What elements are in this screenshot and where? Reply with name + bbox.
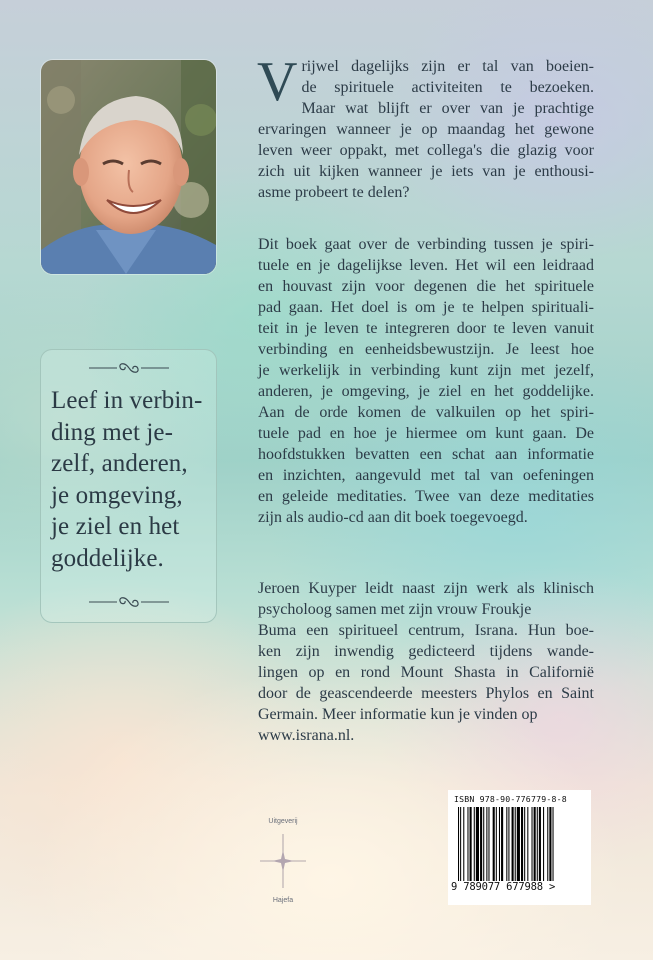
barcode-bar [521, 807, 523, 881]
text-line: Maar wat blijft er over van je prachtige [301, 100, 594, 117]
quote-line: goddelijke. [51, 544, 164, 572]
text-line: en geleide meditaties. Twee van deze meditaties [258, 488, 594, 505]
text-line: ervaringen wanneer je op maandag het gewone [258, 121, 594, 138]
quote-line: Leef in verbin- [51, 387, 203, 414]
barcode-bar [543, 807, 544, 881]
barcode-bar [483, 807, 484, 881]
barcode-bar [549, 807, 551, 881]
text-line: verbinding en eenheidsbewustzijn. Je leest hoe [258, 341, 594, 358]
barcode-bar [486, 807, 487, 881]
text-line: zijn als audio-cd aan dit boek toegevoegd. [258, 509, 528, 526]
author-photo [41, 60, 216, 274]
flourish-ornament-icon [89, 360, 169, 376]
text-line: je werkelijk in verbinding kunt zijn met jezelf, [258, 362, 594, 379]
barcode-bar [532, 807, 533, 881]
barcode-bar [467, 807, 468, 881]
text-line: ken zijn inwendig gedicteerd tijdens wande- [258, 643, 594, 660]
barcode-bar [539, 807, 541, 881]
publisher-label: Uitgeverij [268, 818, 298, 825]
dropcap: V [257, 51, 298, 113]
barcode-bar [458, 807, 459, 881]
quote-line: je ziel en het [51, 513, 180, 540]
description-paragraph [258, 234, 594, 528]
barcode-bar [537, 807, 538, 881]
barcode-bar [527, 807, 528, 881]
text-line: zich uit kijken wanneer je iets van je enthousi- [258, 163, 594, 180]
text-line: teit in je leven te integreren door te leven vanuit [258, 320, 594, 337]
barcode-bar [534, 807, 536, 881]
barcode-bar [517, 807, 520, 881]
text-line: Aan de orde komen de valkuilen op het spiri- [258, 404, 594, 421]
quote-line: je omgeving, [51, 481, 183, 509]
quote-text [51, 385, 216, 574]
publisher-name: Hajefa [272, 897, 294, 904]
text-line: en inzichten, aangevuld met tal van oefeningen [258, 467, 594, 484]
barcode-bar [524, 807, 525, 881]
text-line: Dit boek gaat over de verbinding tussen je spiri- [258, 236, 594, 253]
barcode-bar [480, 807, 482, 881]
text-line: Buma een spiritueel centrum, Israna. Hun boe- [258, 622, 594, 639]
barcode-bar [553, 807, 554, 881]
barcode-bar [501, 807, 503, 881]
text-line: tuele en je dagelijkse leven. Het wil een leidraad [258, 257, 594, 274]
text-line: pad gaan. Het doel is om je te helpen spirituali- [258, 299, 594, 316]
barcode-bar [499, 807, 500, 881]
star-icon [258, 832, 308, 890]
text-line: door de geascendeerde meesters Phylos en Saint [258, 685, 594, 702]
text-line: asme probeert te delen? [258, 184, 410, 201]
isbn-label: ISBN 978-90-776779-8-8 [454, 794, 567, 804]
barcode-bar [512, 807, 514, 881]
pull-quote [40, 349, 217, 623]
barcode-bar [515, 807, 516, 881]
barcode-digits: 9 789077 677988 > [451, 881, 556, 893]
text-line: leven weer oppakt, met collega's die glazig voor [258, 142, 594, 159]
text-line: lingen op en rond Mount Shasta in Californië [258, 664, 594, 681]
barcode [448, 790, 591, 905]
barcode-bars [458, 807, 578, 881]
website-text: www.israna.nl. [258, 727, 355, 744]
publisher-logo [240, 812, 326, 912]
text-line: hoofdstukken bevatten een schat aan informatie [258, 446, 594, 463]
barcode-bar [547, 807, 548, 881]
text-line: psycholoog samen met zijn vrouw Froukje [258, 601, 532, 618]
text-line: de spirituele activiteiten te bezoeken. [301, 79, 594, 96]
quote-line: ding met je- [51, 418, 174, 446]
text-line: Jeroen Kuyper leidt naast zijn werk als klinisch [258, 580, 594, 597]
text-line: en houvast zijn voor degenen die het spirituele [258, 278, 594, 295]
barcode-bar [474, 807, 475, 881]
barcode-bar [493, 807, 495, 881]
intro-paragraph [257, 51, 594, 203]
barcode-bar [508, 807, 509, 881]
barcode-bar [488, 807, 489, 881]
barcode-bar [506, 807, 507, 881]
barcode-bar [460, 807, 461, 881]
barcode-bar [496, 807, 497, 881]
author-bio-paragraph [258, 578, 594, 746]
barcode-bar [476, 807, 479, 881]
barcode-bar [463, 807, 464, 881]
barcode-bar [470, 807, 472, 881]
quote-line: zelf, anderen, [51, 450, 188, 477]
text-line: tuele pad en hoe je hiermee om kunt gaan. De [258, 425, 594, 442]
text-line: Germain. Meer informatie kun je vinden op [258, 706, 538, 723]
text-line: anderen, je omgeving, je ziel en het goddelijke. [258, 383, 594, 400]
flourish-ornament-icon [89, 594, 169, 610]
text-line: rijwel dagelijks zijn er tal van boeien- [301, 58, 594, 75]
